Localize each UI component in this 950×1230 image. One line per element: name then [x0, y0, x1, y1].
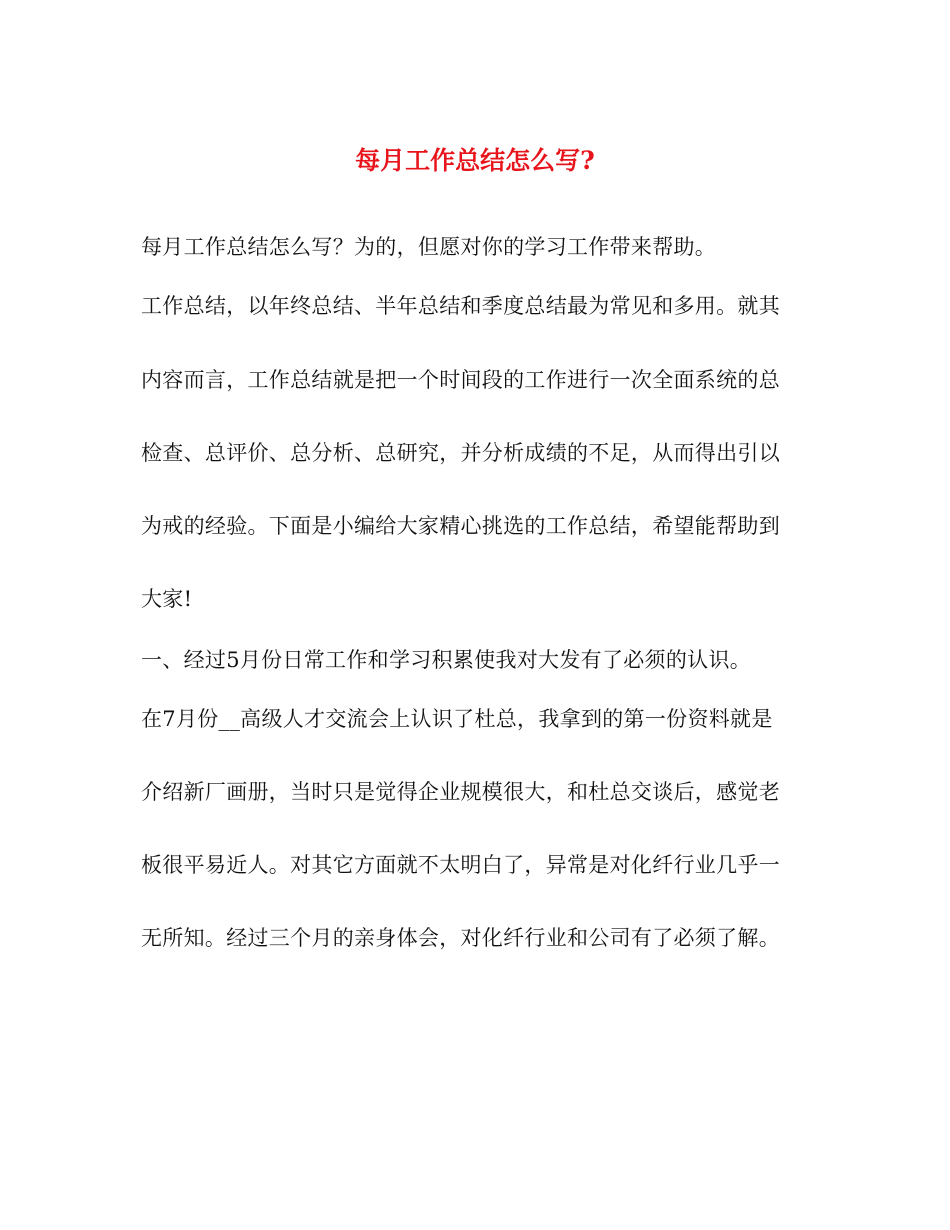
paragraph-line: 为戒的经验。下面是小编给大家精心挑选的工作总结，希望能帮助到: [141, 514, 780, 538]
paragraph-line: 大家!: [141, 587, 193, 611]
paragraph-line: 内容而言，工作总结就是把一个时间段的工作进行一次全面系统的总: [141, 368, 780, 392]
paragraph-line: 每月工作总结怎么写？为的，但愿对你的学习工作带来帮助。: [141, 235, 717, 259]
paragraph-line: 检查、总评价、总分析、总研究，并分析成绩的不足，从而得出引以: [141, 441, 780, 465]
paragraph-line: 介绍新厂画册，当时只是觉得企业规模很大，和杜总交谈后，感觉老: [141, 780, 780, 804]
paragraph-line: 一、经过5月份日常工作和学习积累使我对大发有了必须的认识。: [141, 648, 752, 672]
paragraph-line: 在7月份__高级人才交流会上认识了杜总，我拿到的第一份资料就是: [141, 707, 773, 731]
paragraph-line: 无所知。经过三个月的亲身体会，对化纤行业和公司有了必须了解。: [141, 926, 780, 950]
document-title: 每月工作总结怎么写?: [355, 146, 595, 175]
paragraph-line: 板很平易近人。对其它方面就不太明白了，异常是对化纤行业几乎一: [141, 853, 780, 877]
paragraph-line: 工作总结，以年终总结、半年总结和季度总结最为常见和多用。就其: [141, 294, 780, 318]
